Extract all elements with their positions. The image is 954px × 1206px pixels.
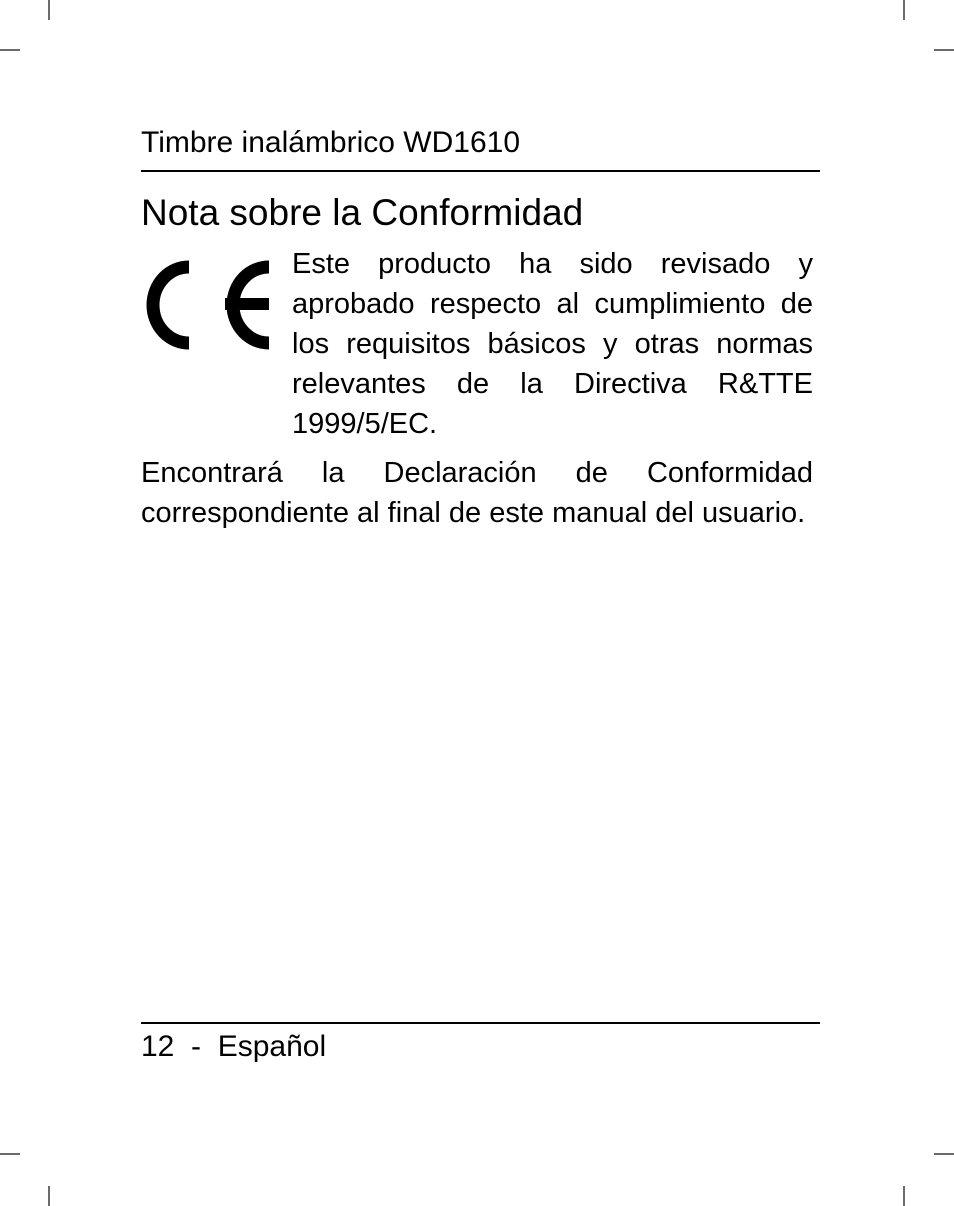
crop-mark-bottom-right-horizontal <box>934 1153 954 1155</box>
crop-mark-top-right-vertical <box>903 0 905 20</box>
section-title: Nota sobre la Conformidad <box>141 192 584 233</box>
ce-mark-icon <box>143 256 273 354</box>
ce-compliance-paragraph: Este producto ha sido revisado y aprobado respecto al cumplimiento de los requisitos básicos y otras normas relevantes de la Directiva R&TTE 1999/5/EC. <box>292 248 813 440</box>
crop-mark-top-right-horizontal <box>934 49 954 51</box>
header-rule <box>141 170 820 172</box>
crop-mark-top-left-vertical <box>48 0 50 20</box>
crop-mark-bottom-left-horizontal <box>0 1153 20 1155</box>
crop-mark-bottom-left-vertical <box>48 1186 50 1206</box>
crop-mark-top-left-horizontal <box>0 49 20 51</box>
running-header: Timbre inalámbrico WD1610 <box>141 126 521 159</box>
crop-mark-bottom-right-vertical <box>903 1186 905 1206</box>
page-footer: 12 - Español <box>141 1030 327 1063</box>
declaration-paragraph: Encontrará la Declaración de Conformidad correspondiente al final de este manual del usuario. <box>141 457 813 529</box>
footer-rule <box>141 1022 820 1024</box>
